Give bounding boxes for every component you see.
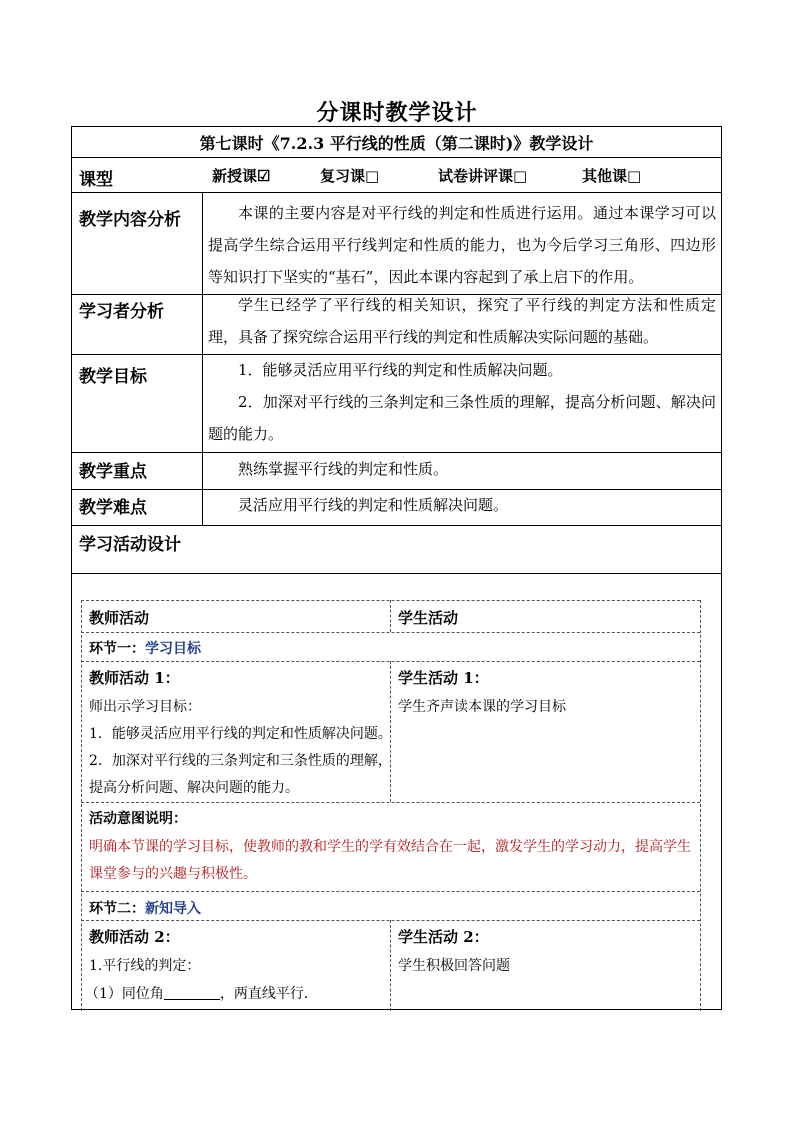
activity-divider [390,920,391,1011]
course-type-other[interactable]: 其他课□ [582,167,642,185]
teacher-activity-1-line: 提高分析问题、解决问题的能力。 [89,780,299,796]
row-divider [72,192,721,193]
course-type-label: 课型 [79,170,113,190]
activity-divider [81,632,700,633]
column-divider [202,192,203,525]
stage2-label: 环节二： [89,901,145,917]
student-activity-2-text: 学生积极回答问题 [398,958,510,974]
difficulties-label: 教学难点 [79,498,147,518]
intent-title: 活动意图说明： [89,811,187,827]
row-divider [72,525,721,526]
course-type-review[interactable]: 复习课□ [320,167,380,185]
key-points-paragraph: 熟练掌握平行线的判定和性质。 [238,460,449,478]
activity-divider [81,802,700,803]
activity-divider [700,600,701,1011]
student-activity-2-title: 学生活动 2： [398,928,489,946]
objectives-text [208,354,716,450]
key-points-label: 教学重点 [79,462,147,482]
row-divider [72,157,721,158]
teacher-activity-header: 教师活动 [89,609,150,627]
activity-divider [81,891,700,892]
fill-in-suffix: ，两直线平行． [219,986,318,1002]
stage1-label: 环节一： [89,641,145,657]
student-activity-1-title: 学生活动 1： [398,669,489,687]
student-activity-header: 学生活动 [398,609,459,627]
stage1-heading [89,638,201,658]
fill-in-prefix: （1）同位角 [85,986,164,1002]
page-title: 分课时教学设计 [316,100,478,126]
teacher-activity-1-line: 2．加深对平行线的三条判定和三条性质的理解， [89,753,392,769]
teacher-activity-1-title: 教师活动 1： [89,669,180,687]
activity-divider [81,600,82,1011]
activity-divider [390,600,391,632]
intent-line: 明确本节课的学习目标，使教师的教和学生的学有效结合在一起，激发学生的学习动力，提高学生 [89,839,691,855]
difficulties-paragraph: 灵活应用平行线的判定和性质解决问题。 [238,496,509,514]
objectives-label: 教学目标 [79,367,147,387]
teacher-activity-2-line [85,983,318,1003]
content-analysis-label: 教学内容分析 [79,210,181,230]
lesson-plan-table [71,126,722,1010]
learner-analysis-label: 学习者分析 [79,302,164,322]
teacher-activity-1-line: 师出示学习目标： [89,699,201,715]
difficulties-text [208,489,716,521]
row-divider [72,573,721,574]
content-analysis-text [208,197,716,293]
objective-item: 1．能够灵活应用平行线的判定和性质解决问题。 [238,361,563,379]
content-analysis-paragraph: 本课的主要内容是对平行线的判定和性质进行运用。通过本课学习可以提高学生综合运用平行线判定和性质的能力，也为今后学习三角形、四边形等知识打下坚实的“基石”，因此本课内容起到了承上启下的作用。 [208,204,716,286]
stage2-heading [89,898,201,918]
course-type-new[interactable]: 新授课☑ [212,167,271,185]
teacher-activity-1-line: 1．能够灵活应用平行线的判定和性质解决问题。 [89,726,392,742]
key-points-text [208,453,716,485]
intent-line: 课堂参与的兴趣与积极性。 [89,866,257,882]
teacher-activity-2-title: 教师活动 2： [89,928,180,946]
course-type-exam-review[interactable]: 试卷讲评课□ [438,167,528,185]
fill-in-blank[interactable] [164,985,220,1000]
learner-analysis-text [208,289,716,353]
learner-analysis-paragraph: 学生已经学了平行线的相关知识，探究了平行线的判定方法和性质定理，具备了探究综合运用平行线的判定和性质解决实际问题的基础。 [208,296,716,346]
lesson-title: 第七课时《7.2.3 平行线的性质（第二课时)》教学设计 [199,134,594,153]
student-activity-1-text: 学生齐声读本课的学习目标 [398,699,566,715]
activity-table [81,600,700,1011]
stage2-name: 新知导入 [145,901,201,917]
objective-item: 2．加深对平行线的三条判定和三条性质的理解，提高分析问题、解决问题的能力。 [208,393,716,443]
stage1-name: 学习目标 [145,641,201,657]
activity-design-label: 学习活动设计 [79,535,181,555]
teacher-activity-2-line: 1.平行线的判定： [89,958,201,974]
